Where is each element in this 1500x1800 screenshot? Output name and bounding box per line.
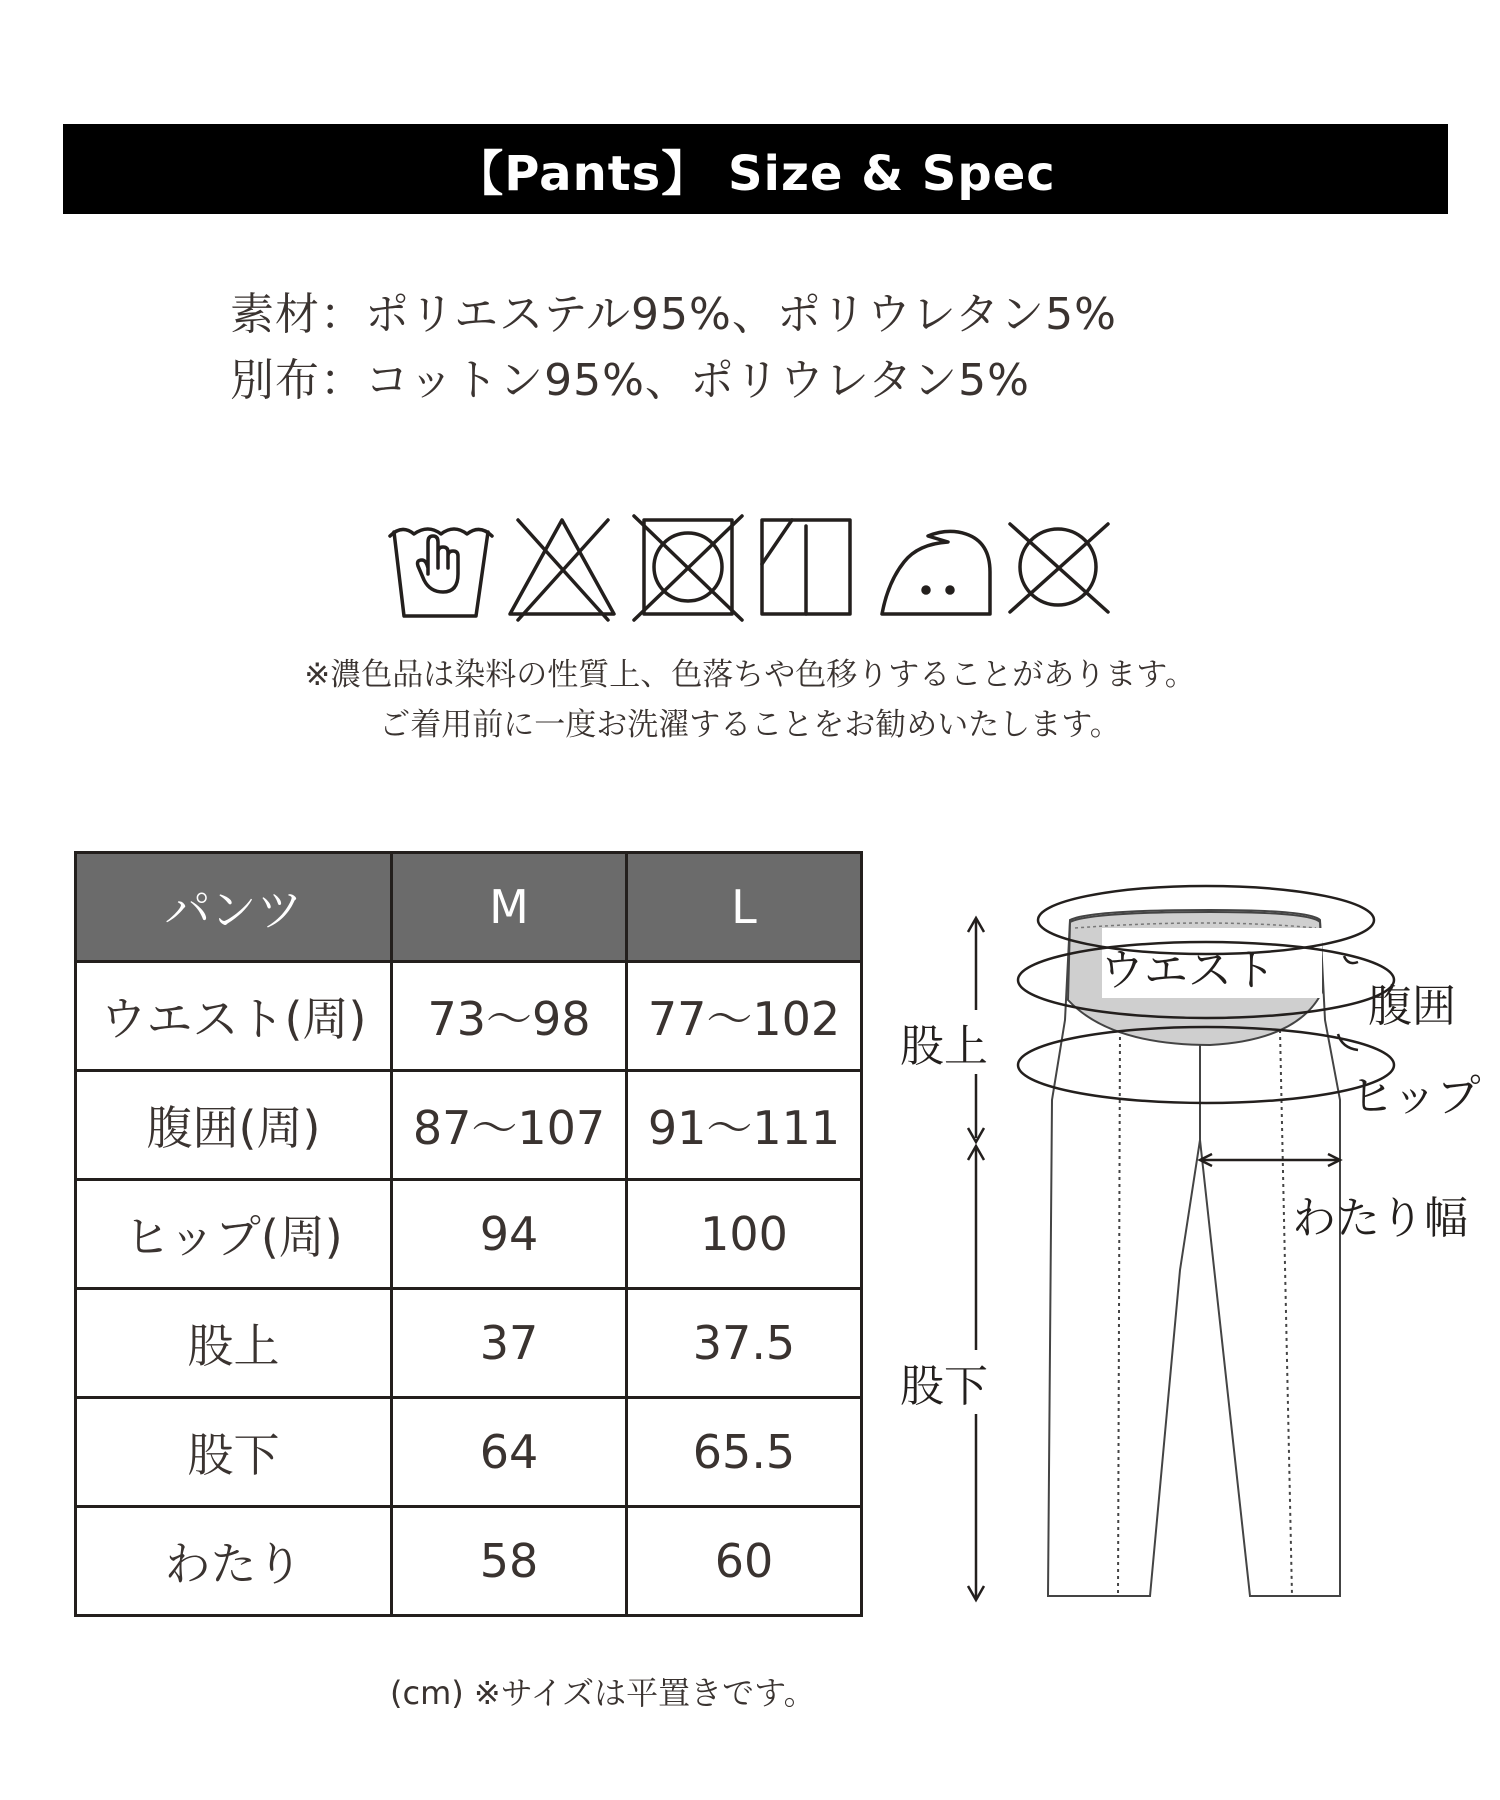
header-cell: パンツ bbox=[76, 853, 392, 962]
table-cell: 60 bbox=[627, 1507, 862, 1616]
no-tumble-dry-icon bbox=[634, 516, 742, 620]
thigh-label: わたり幅 bbox=[1292, 1193, 1468, 1244]
rise-label: 股上 bbox=[900, 1010, 988, 1074]
inseam-label: 股下 bbox=[900, 1350, 988, 1414]
table-cell: 91〜111 bbox=[627, 1071, 862, 1180]
page-title: 【Pants】 Size & Spec bbox=[63, 124, 1448, 214]
row-label: ウエスト(周) bbox=[76, 962, 392, 1071]
table-row bbox=[76, 1398, 862, 1507]
row-label: わたり bbox=[76, 1507, 392, 1616]
hand-wash-icon bbox=[390, 529, 492, 616]
materials-block bbox=[230, 282, 1117, 414]
drip-dry-icon bbox=[762, 520, 850, 614]
waist-label: ウエスト bbox=[1100, 945, 1276, 996]
row-label: ヒップ(周) bbox=[76, 1180, 392, 1289]
material-row-main bbox=[230, 282, 1117, 348]
care-notes bbox=[0, 650, 1500, 750]
material-value: コットン95%、ポリウレタン5% bbox=[365, 355, 1030, 406]
material-value: ポリエステル95%、ポリウレタン5% bbox=[365, 289, 1117, 340]
table-cell: 77〜102 bbox=[627, 962, 862, 1071]
table-cell: 58 bbox=[392, 1507, 627, 1616]
table-cell: 94 bbox=[392, 1180, 627, 1289]
table-cell: 65.5 bbox=[627, 1398, 862, 1507]
table-cell: 37 bbox=[392, 1289, 627, 1398]
no-bleach-icon bbox=[510, 520, 614, 620]
no-dry-clean-icon bbox=[1010, 524, 1108, 612]
table-cell: 73〜98 bbox=[392, 962, 627, 1071]
header-cell: M bbox=[392, 853, 627, 962]
table-cell: 87〜107 bbox=[392, 1071, 627, 1180]
pants-diagram bbox=[880, 870, 1500, 1610]
row-label: 股下 bbox=[76, 1398, 392, 1507]
table-cell: 100 bbox=[627, 1180, 862, 1289]
table-row bbox=[76, 1507, 862, 1616]
table-header-row bbox=[76, 853, 862, 962]
row-label: 腹囲(周) bbox=[76, 1071, 392, 1180]
hip-label: ヒップ bbox=[1350, 1071, 1481, 1122]
table-row bbox=[76, 1071, 862, 1180]
note-line: ご着用前に一度お洗濯することをお勧めいたします。 bbox=[379, 707, 1121, 743]
material-label: 素材： bbox=[230, 289, 365, 340]
belly-label: 腹囲 bbox=[1368, 981, 1456, 1032]
material-label: 別布： bbox=[230, 355, 365, 406]
table-row bbox=[76, 1289, 862, 1398]
table-row bbox=[76, 1180, 862, 1289]
table-row bbox=[76, 962, 862, 1071]
row-label: 股上 bbox=[76, 1289, 392, 1398]
material-row-sub bbox=[230, 348, 1117, 414]
size-table bbox=[74, 851, 863, 1617]
care-icons bbox=[388, 512, 1114, 624]
table-cell: 64 bbox=[392, 1398, 627, 1507]
unit-note: (cm) ※サイズは平置きです。 bbox=[390, 1674, 816, 1712]
header-cell: L bbox=[627, 853, 862, 962]
table-cell: 37.5 bbox=[627, 1289, 862, 1398]
iron-medium-icon bbox=[882, 531, 990, 614]
note-line: ※濃色品は染料の性質上、色落ちや色移りすることがあります。 bbox=[304, 657, 1196, 693]
